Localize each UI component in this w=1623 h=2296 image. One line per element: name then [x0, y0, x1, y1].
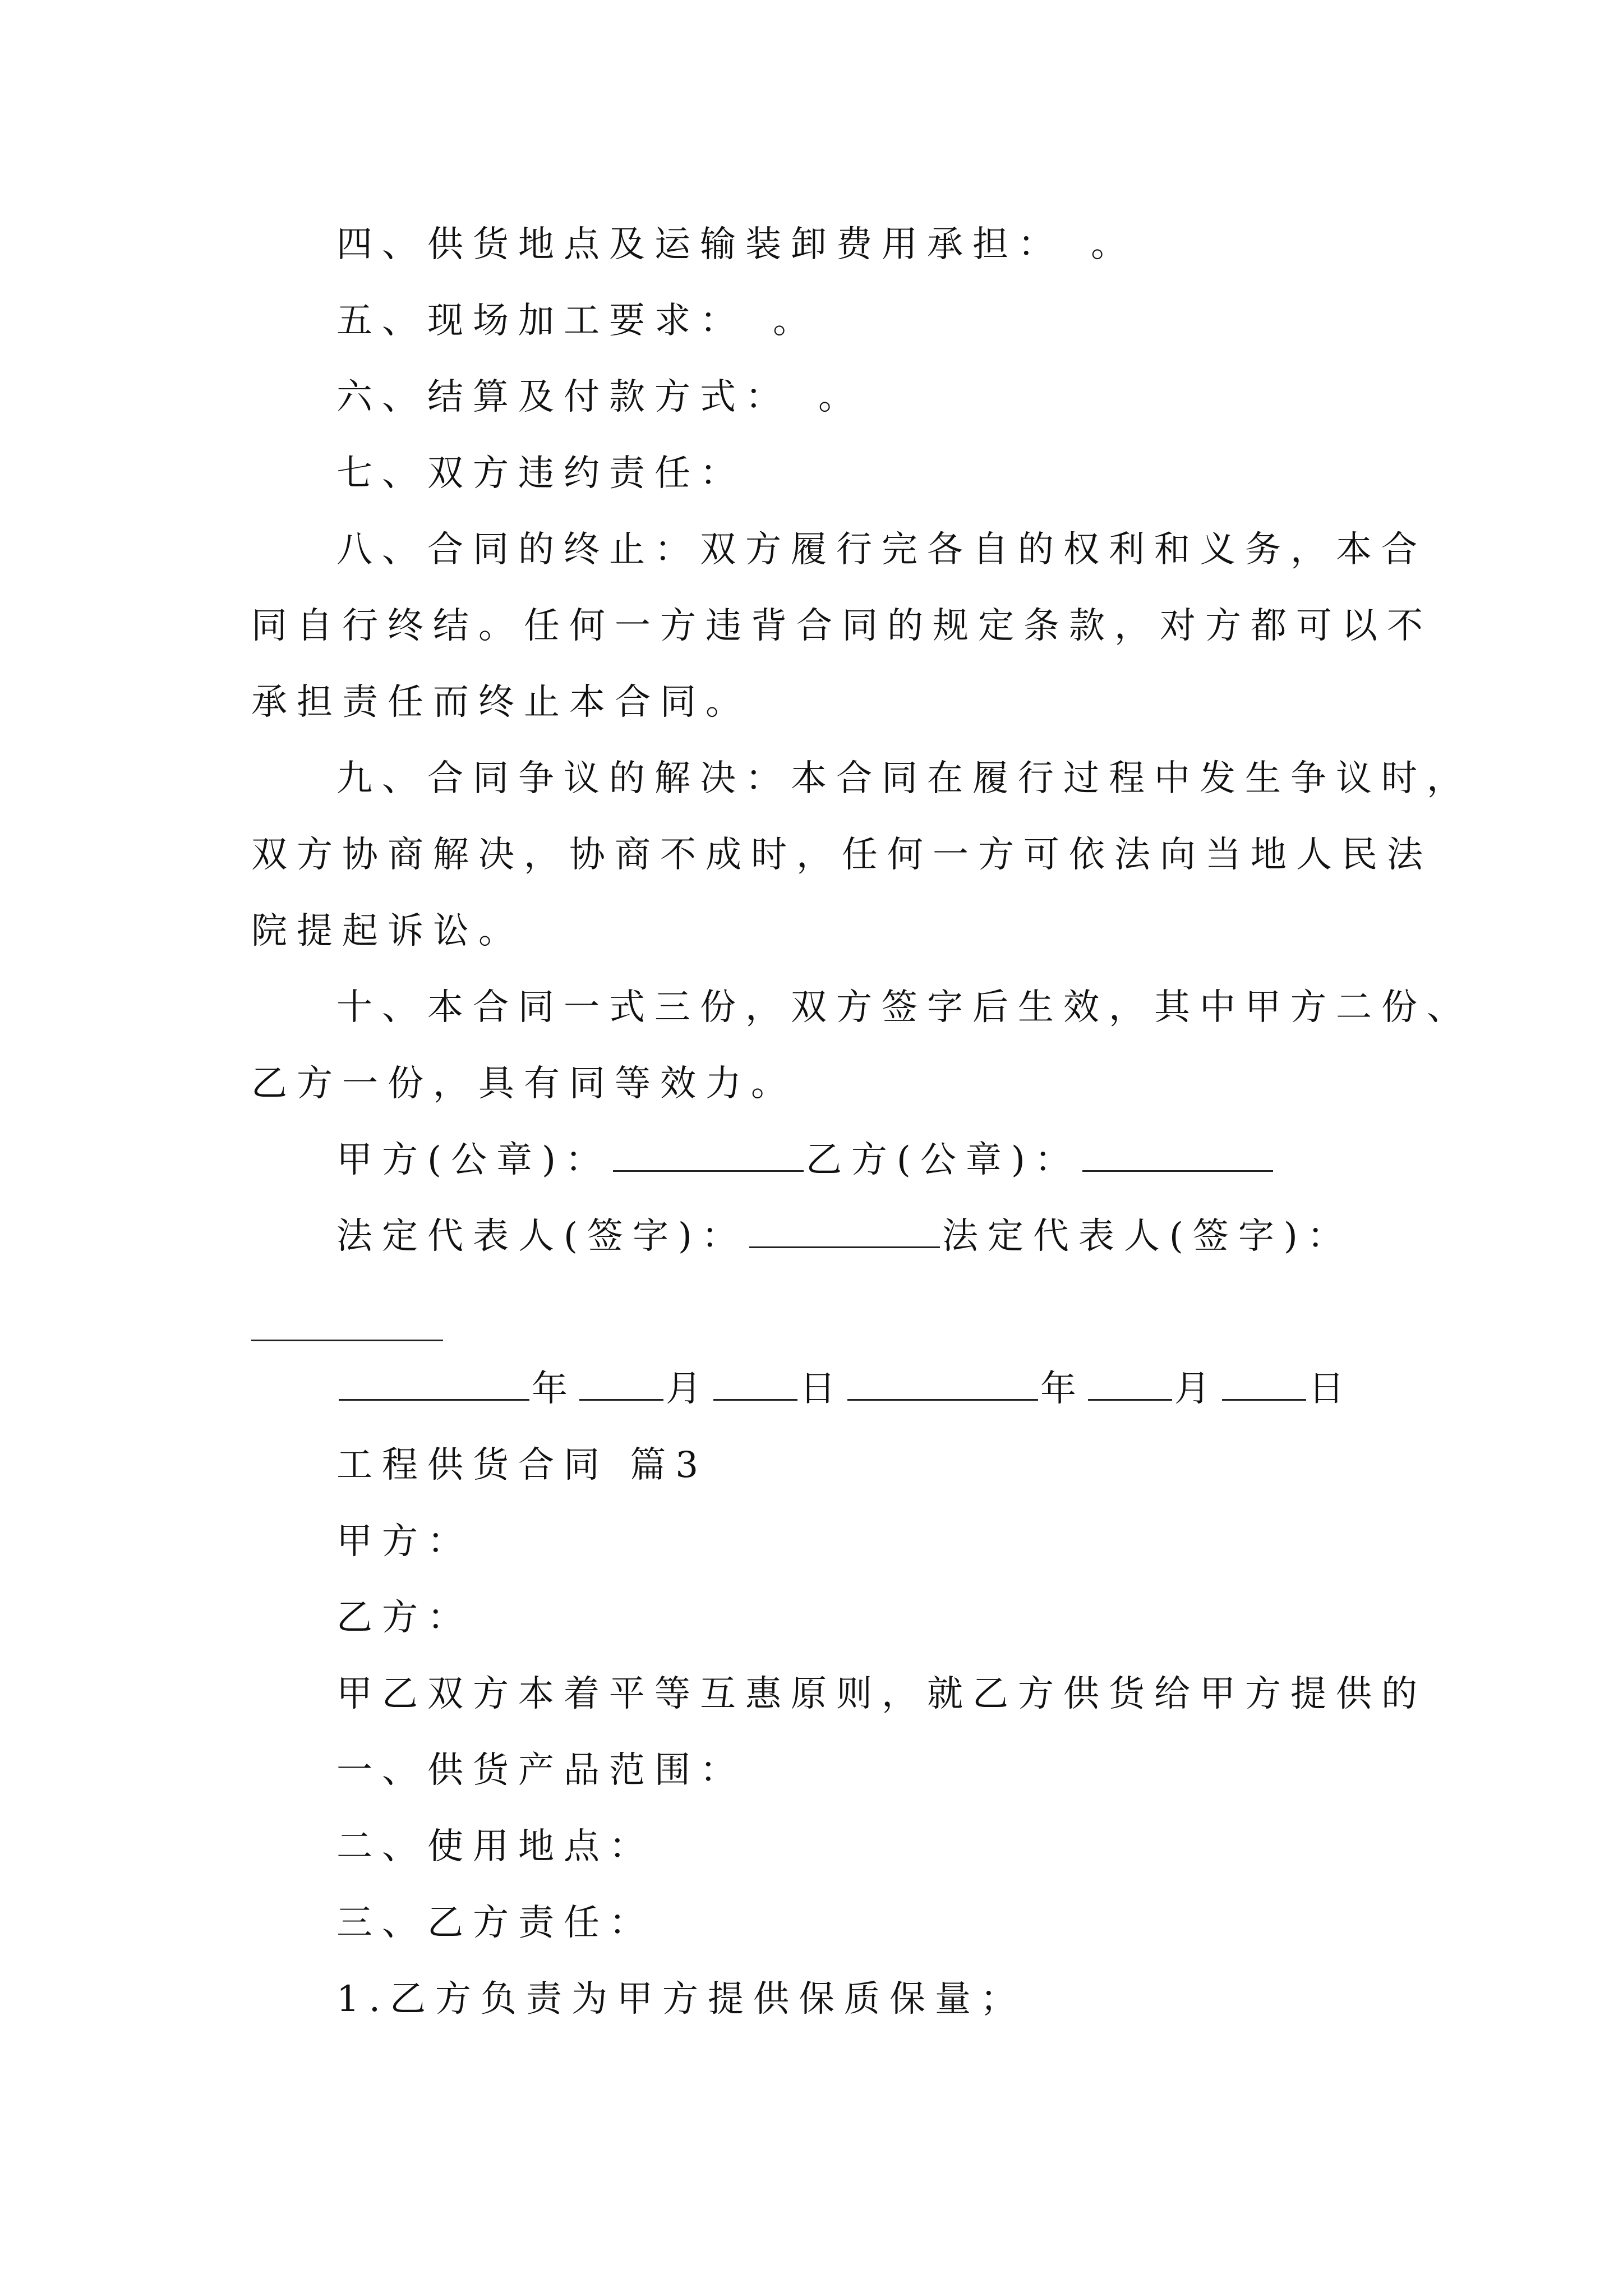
party-b-seal-blank — [1082, 1139, 1273, 1172]
clause-10-line-2: 乙方一份，具有同等效力。 — [251, 1063, 796, 1105]
section-3-intro: 甲乙双方本着平等互惠原则，就乙方供货给甲方提供的 — [336, 1673, 1427, 1715]
clause-9-line-2: 双方协商解决，协商不成时，任何一方可依法向当地人民法 — [251, 834, 1432, 876]
rep-a-blank — [749, 1215, 940, 1248]
party-b-seal-label: 乙方(公章)： — [805, 1139, 1080, 1181]
item-1: 一、供货产品范围： — [336, 1750, 745, 1791]
rep-a-label: 法定代表人(签字)： — [336, 1216, 747, 1257]
clause-4: 四、供货地点及运输装卸费用承担： 。 — [336, 224, 1136, 265]
clause-8-line-3: 承担责任而终止本合同。 — [251, 682, 751, 723]
clause-10-line-1: 十、本合同一式三份，双方签字后生效，其中甲方二份、 — [336, 987, 1472, 1028]
year-a-label: 年 — [532, 1368, 577, 1410]
month-a-blank — [579, 1368, 663, 1401]
section-3-title: 工程供货合同 篇3 — [336, 1444, 708, 1486]
clause-7: 七、双方违约责任： — [336, 453, 745, 494]
year-a-blank — [339, 1368, 529, 1401]
clause-5: 五、现场加工要求： 。 — [336, 300, 818, 342]
party-a-field: 甲方： — [336, 1521, 473, 1562]
party-a-seal-label: 甲方(公章)： — [336, 1139, 611, 1181]
month-b-blank — [1088, 1368, 1172, 1401]
clause-9-line-1: 九、合同争议的解决：本合同在履行过程中发生争议时， — [336, 758, 1472, 799]
clause-8-line-2: 同自行终结。任何一方违背合同的规定条款，对方都可以不 — [251, 605, 1432, 647]
clause-9-line-3: 院提起诉讼。 — [251, 910, 524, 952]
rep-b-label: 法定代表人(签字)： — [942, 1216, 1353, 1257]
item-3-sub-1: 1.乙方负责为甲方提供保质保量； — [336, 1978, 1026, 2020]
party-a-seal-blank — [613, 1139, 804, 1172]
day-a-blank — [713, 1368, 797, 1401]
item-3: 三、乙方责任： — [336, 1902, 654, 1944]
year-b-label: 年 — [1040, 1368, 1086, 1410]
month-b-label: 月 — [1174, 1368, 1220, 1410]
seal-line — [336, 1138, 1275, 1182]
rep-b-blank — [251, 1340, 443, 1341]
day-b-blank — [1222, 1368, 1306, 1401]
clause-6: 六、结算及付款方式： 。 — [336, 376, 864, 418]
day-b-label: 日 — [1308, 1368, 1354, 1410]
party-b-field: 乙方： — [336, 1597, 473, 1639]
item-2: 二、使用地点： — [336, 1826, 654, 1867]
month-a-label: 月 — [666, 1368, 711, 1410]
representative-line — [336, 1214, 1353, 1259]
date-line — [336, 1366, 1354, 1411]
clause-8-line-1: 八、合同的终止：双方履行完各自的权利和义务，本合 — [336, 529, 1427, 570]
year-b-blank — [847, 1368, 1038, 1401]
day-a-label: 日 — [800, 1368, 845, 1410]
